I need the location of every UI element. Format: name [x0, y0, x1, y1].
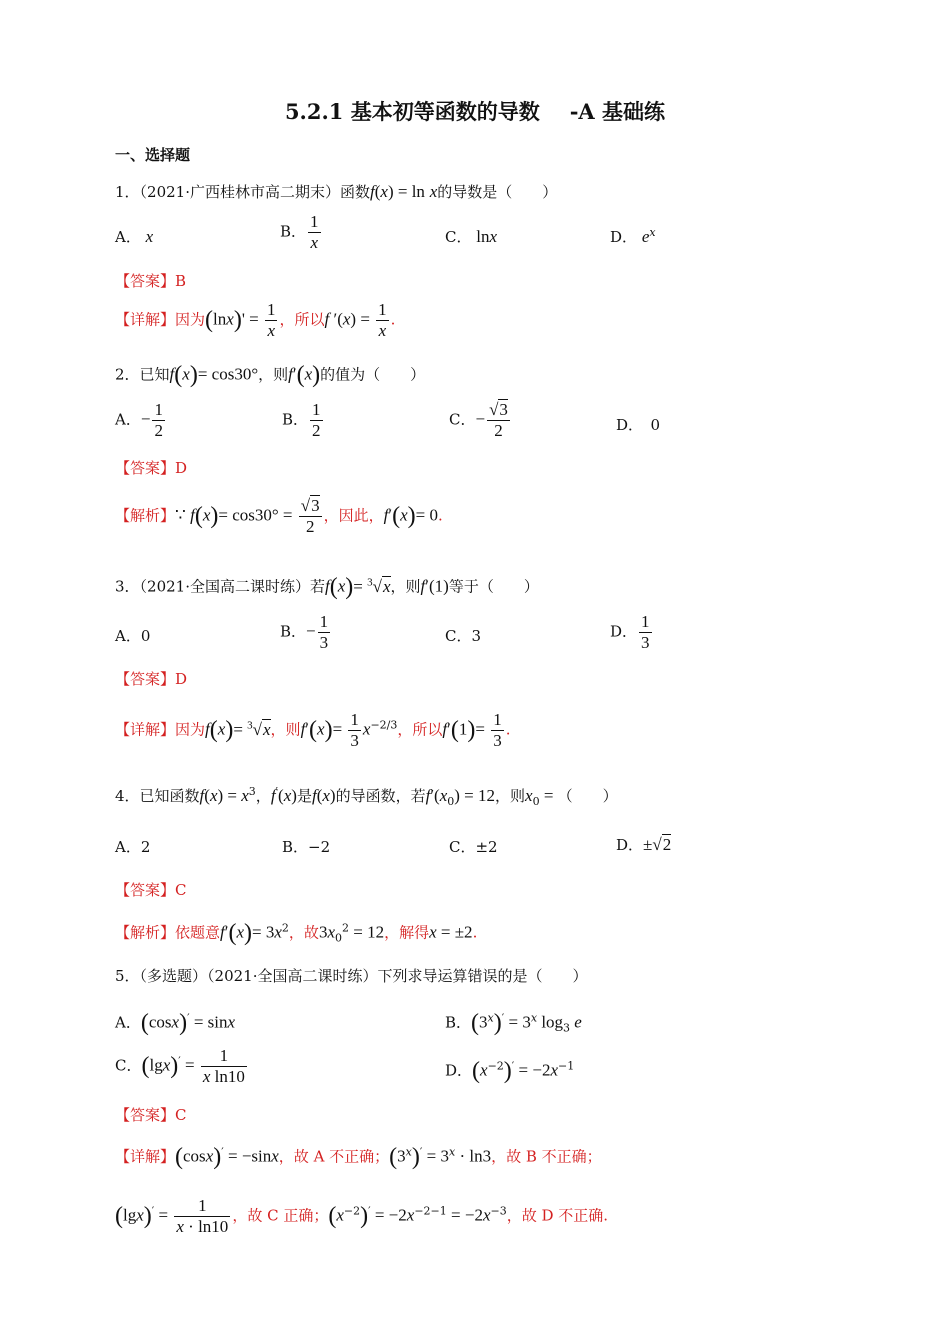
q2-option-b: B． $\frac{1}{2}$	[282, 400, 321, 440]
q4-stem: 4．已知函数$f(x) = x^3$，f′(x)是f(x)的导函数，若$f'(x_0) = 12$，则$x_0$ = （ ）	[115, 785, 618, 808]
q2-detail: 【解析】∵ f(x)= cos30° = $\frac{√3}{2}$ ，因此，f′(x)= 0.	[115, 496, 443, 536]
q2-option-a: A．− $\frac{1}{2}$	[115, 400, 163, 440]
q4-option-d: D．±√2	[616, 835, 672, 854]
q2-option-d: D． 0	[616, 416, 661, 434]
q5-option-d: D．$(x^{-2})' = -2x^{-1}$	[445, 1058, 575, 1084]
q5-detail-line1: 【详解】(cosx)′ = −sinx，故 A 不正确；$(3^x)' = 3^x \cdot \ln 3$，故 B 不正确；	[115, 1144, 602, 1170]
q3-option-b: B．− $\frac{1}{3}$	[280, 612, 329, 652]
q4-option-a: A．2	[115, 838, 151, 856]
q1-option-c: C． lnx	[445, 227, 498, 246]
q3-stem: 3．（2021·全国高二课时练）若f(x)= $^3$√x，则f′(1)等于（ ）	[115, 574, 539, 600]
q4-detail: 【解析】依题意$f'(x)= 3x^2$，故$3x_0^2 = 12$，解得x = ±2.	[115, 920, 478, 946]
q1-answer: 【答案】B	[115, 272, 187, 290]
q2-option-c: C．− $\frac{√3}{2}$	[449, 400, 508, 440]
page-title: 5.2.1 基本初等函数的导数 -A 基础练	[284, 99, 666, 124]
q4-option-c: C．±2	[449, 838, 498, 856]
q1-stem: 1．（2021·广西桂林市高二期末）函数f(x) = ln x的导数是（ ）	[115, 182, 558, 201]
section-heading: 一、选择题	[115, 146, 191, 164]
q1-detail: 【详解】因为(lnx)' = $\frac{1}{x}$ ，所以f ′(x) = $\frac{1}{x}$ .	[115, 300, 396, 340]
q1-option-b: B． $\frac{1}{x}$	[280, 212, 319, 252]
q3-option-a: A．0	[115, 627, 151, 645]
q5-stem: 5．（多选题）（2021·全国高二课时练）下列求导运算错误的是（ ）	[115, 967, 588, 985]
q1-option-d: D． $e^x$	[610, 226, 656, 246]
q4-answer: 【答案】C	[115, 881, 187, 899]
q3-option-c: C．3	[445, 627, 482, 645]
q3-option-d: D． $\frac{1}{3}$	[610, 612, 650, 652]
q5-option-a: A．(cosx)′ = sinx	[115, 1010, 236, 1036]
q5-option-b: B．$(3^x)' = 3^x$ $\log_3 e$	[445, 1010, 582, 1036]
q5-option-c: C．(lgx)′ = $\frac{1}{\text{x ln10}}$	[115, 1046, 245, 1086]
q2-answer: 【答案】D	[115, 459, 188, 477]
q5-answer: 【答案】C	[115, 1106, 187, 1124]
q3-answer: 【答案】D	[115, 670, 188, 688]
q3-detail: 【详解】因为f(x)= $^3$√x，则f′(x)= $\frac{1}{3}$ $x^{-2/3}$，所以f′(1)= $\frac{1}{3}$ .	[115, 710, 511, 750]
q5-detail-line2: (lgx)′ = $\frac{1}{x \cdot \ln 10}$ ，故 C 正确；$(x^{-2})' = -2x^{-2-1} = -2x^{-3}$，故 D 不正确.	[115, 1196, 609, 1236]
q1-option-a: A． x	[115, 227, 154, 246]
q4-option-b: B．−2	[282, 838, 331, 856]
q2-stem: 2．已知f(x)= cos30°，则f′(x)的值为（ ）	[115, 362, 426, 388]
